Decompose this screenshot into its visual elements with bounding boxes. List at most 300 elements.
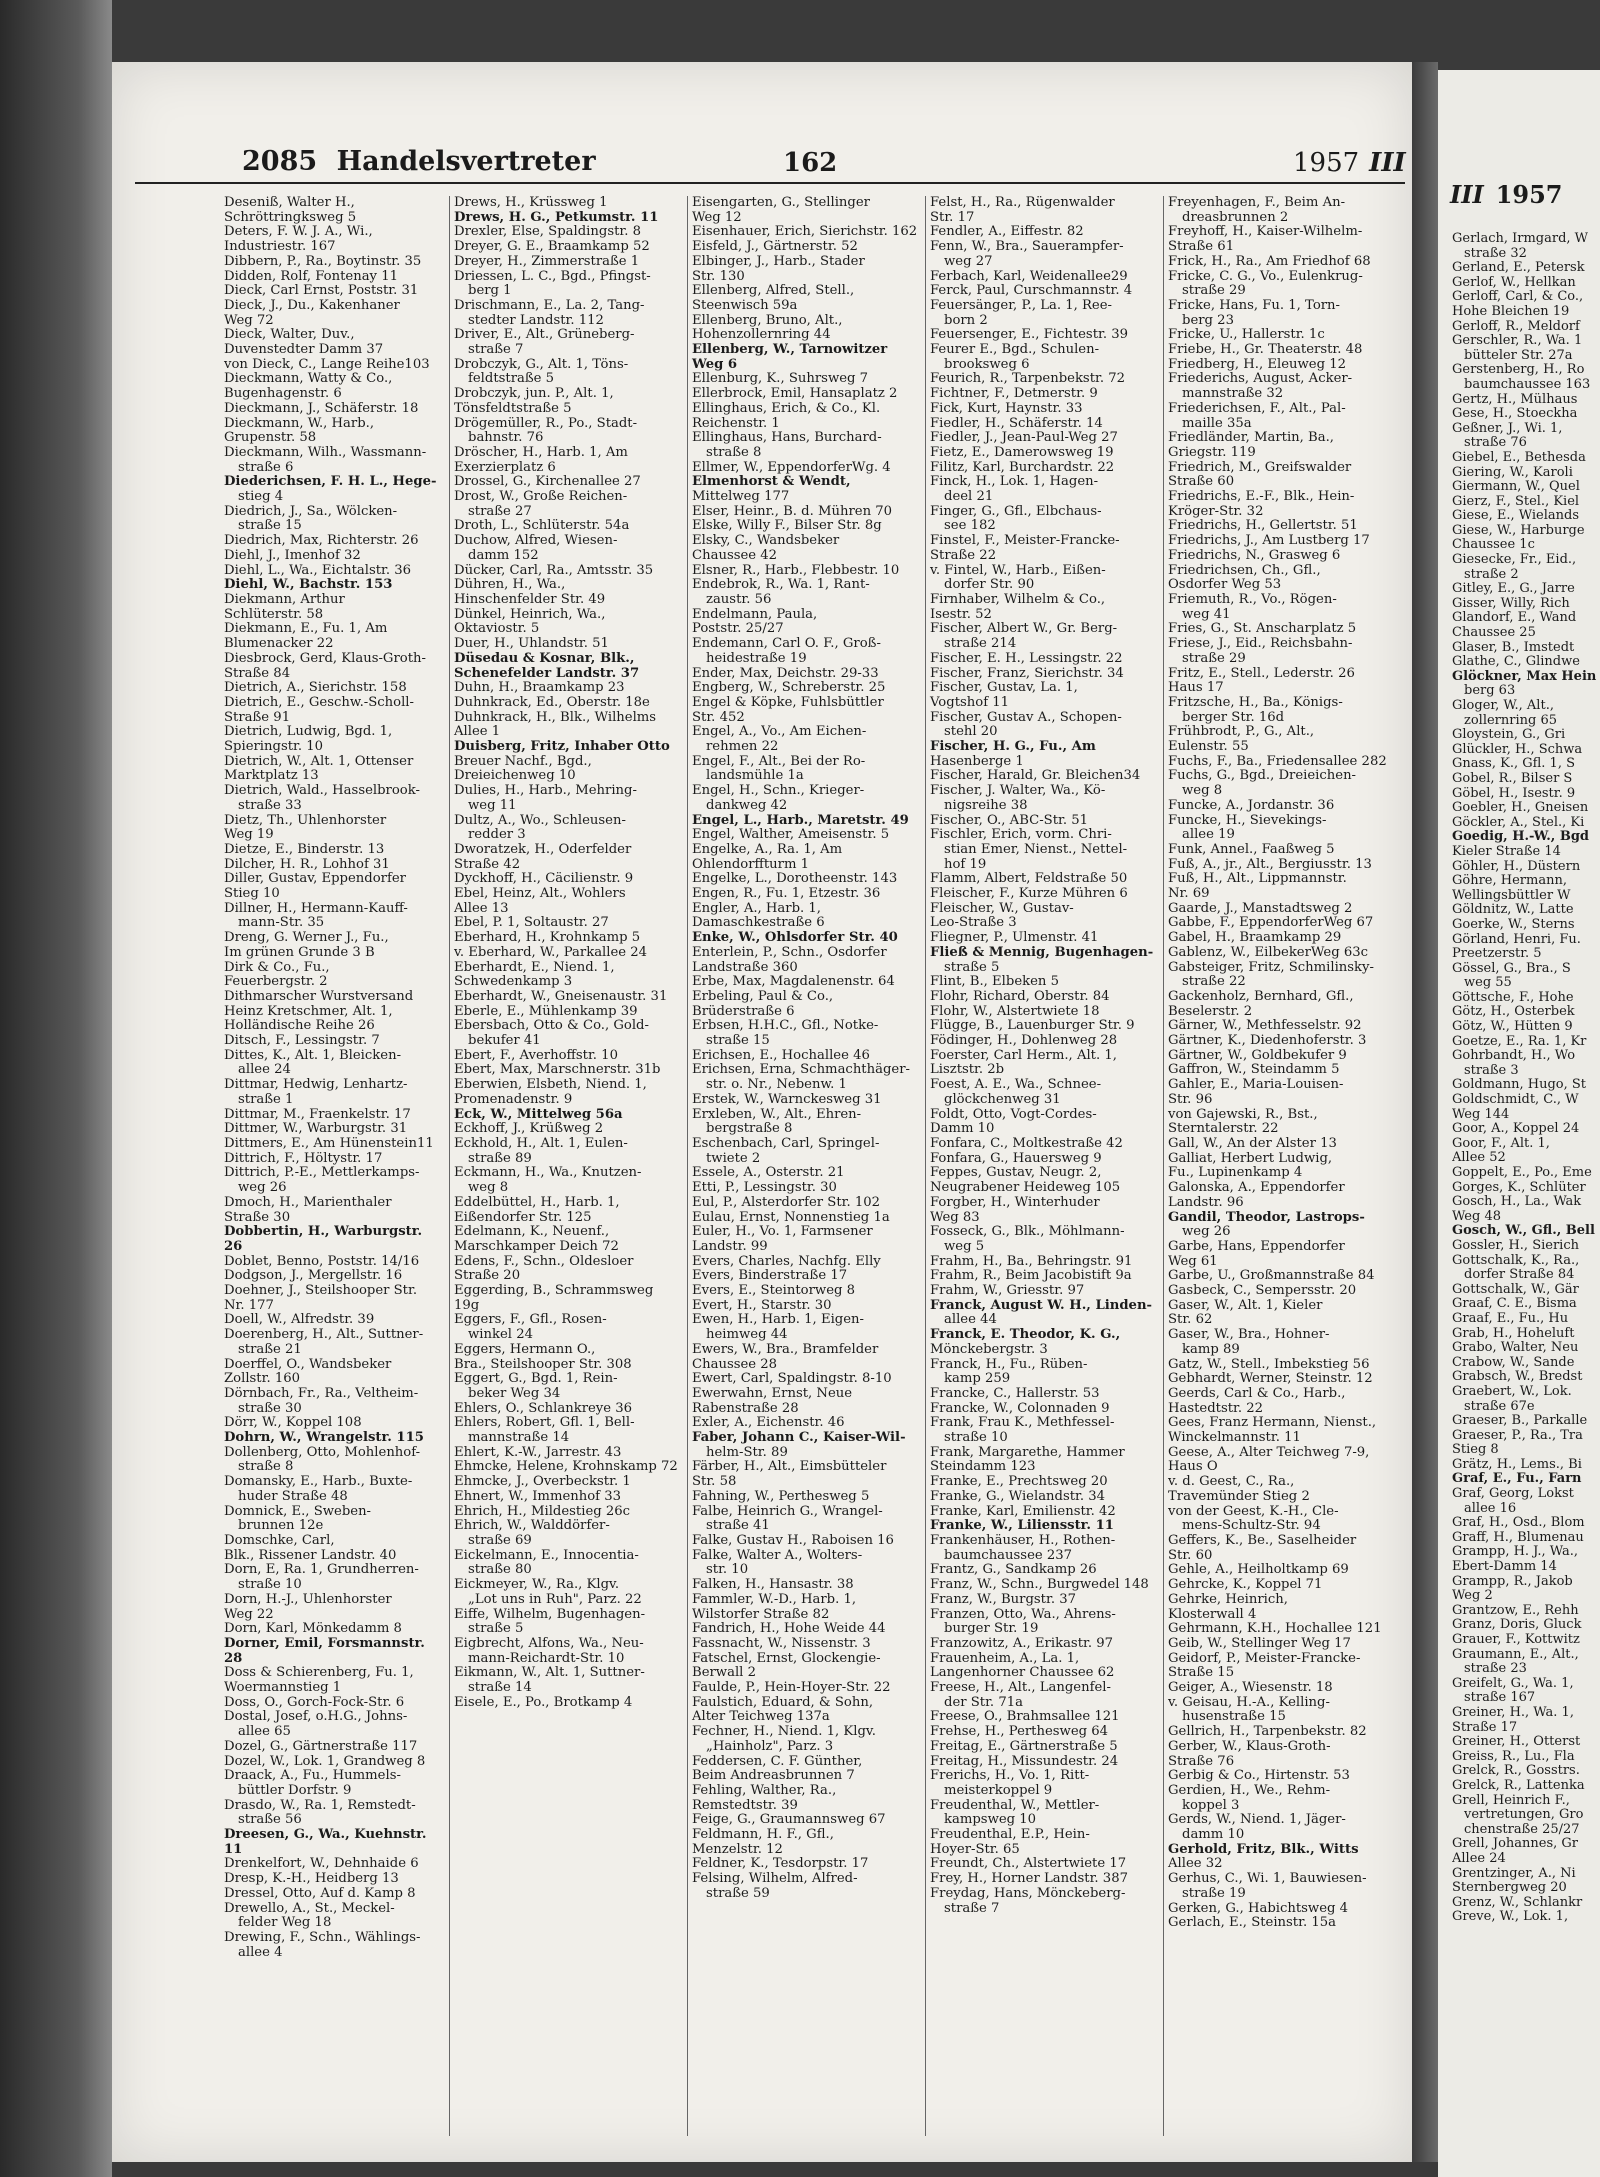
scan-backdrop	[0, 0, 112, 2177]
directory-entry: Eberhard, H., Krohnkamp 5	[454, 930, 641, 946]
directory-entry: straße 23	[1464, 1661, 1527, 1677]
directory-entry: Giebel, E., Bethesda	[1452, 449, 1586, 465]
directory-entry: Gohrbandt, H., Wo	[1452, 1048, 1576, 1064]
directory-entry: Dorn, Karl, Mönkedamm 8	[224, 1621, 402, 1637]
directory-entry: Dittmer, W., Warburgstr. 31	[224, 1121, 408, 1137]
directory-entry: Gaser, W., Bra., Hohner-	[1168, 1327, 1330, 1343]
directory-entry: Gabel, H., Braamkamp 29	[1168, 930, 1342, 946]
directory-entry: Sterntalerstr. 22	[1168, 1121, 1279, 1137]
directory-entry: Tönsfeldtstraße 5	[454, 400, 572, 416]
directory-entry: Foerster, Carl Herm., Alt. 1,	[930, 1047, 1117, 1063]
directory-entry: kamp 89	[1182, 1341, 1240, 1357]
directory-entry: Goebler, H., Gneisen	[1452, 800, 1589, 816]
directory-entry: Dorn, H.-J., Uhlenhorster	[224, 1591, 392, 1607]
directory-entry: Leo-Straße 3	[930, 915, 1017, 931]
directory-entry: Frahm, W., Griesstr. 97	[930, 1283, 1085, 1299]
directory-entry: Fischler, Erich, vorm. Chri-	[930, 827, 1112, 843]
directory-entry: Drenkelfort, W., Dehnhaide 6	[224, 1856, 419, 1872]
directory-entry: mann-Str. 35	[238, 915, 325, 931]
directory-entry: Greiss, R., Lu., Fla	[1452, 1748, 1575, 1764]
directory-entry: weg 26	[238, 1180, 287, 1196]
directory-entry: Fatschel, Ernst, Glockengie-	[692, 1650, 881, 1666]
directory-entry: Grenz, W., Schlankr	[1452, 1894, 1583, 1910]
directory-entry: Frankenhäuser, H., Rothen-	[930, 1532, 1116, 1548]
directory-entry: Dühren, H., Wa.,	[454, 577, 566, 593]
directory-entry: Goppelt, E., Po., Eme	[1452, 1165, 1592, 1180]
directory-entry: Freundt, Ch., Alstertwiete 17	[930, 1856, 1127, 1872]
directory-entry: straße 89	[468, 1150, 532, 1166]
directory-entry: straße 2	[1464, 566, 1519, 582]
directory-entry: Reichenstr. 1	[692, 415, 780, 431]
directory-entry: straße 29	[1182, 283, 1246, 299]
directory-entry: Doerffel, O., Wandsbeker	[224, 1356, 392, 1372]
directory-entry: Dreng, G. Werner J., Fu.,	[224, 930, 389, 946]
directory-entry: Eberwien, Elsbeth, Niend. 1,	[454, 1077, 647, 1093]
directory-entry: Falke, Gustav H., Raboisen 16	[692, 1532, 894, 1548]
directory-entry: Ender, Max, Deichstr. 29-33	[692, 665, 879, 681]
directory-entry: Menzelstr. 12	[692, 1841, 783, 1857]
directory-entry: Dröscher, H., Harb. 1, Am	[454, 444, 628, 460]
directory-entry: Fammler, W.-D., Harb. 1,	[692, 1591, 857, 1607]
directory-entry: Evers, Binderstraße 17	[692, 1268, 848, 1284]
directory-entry: Diedrich, Max, Richterstr. 26	[224, 533, 419, 549]
directory-entry: v. Geisau, H.-A., Kelling-	[1168, 1694, 1330, 1710]
facing-page-header	[1450, 180, 1562, 209]
directory-entry: Allee 1	[454, 724, 501, 740]
directory-entry: Ditsch, F., Lessingstr. 7	[224, 1033, 380, 1049]
directory-entry: Hinschenfelder Str. 49	[454, 591, 606, 607]
directory-entry: Allee 32	[1168, 1856, 1223, 1872]
directory-entry: Wellingsbüttler W	[1452, 887, 1571, 903]
directory-entry: Goor, A., Koppel 24	[1452, 1121, 1580, 1137]
directory-entry: str. o. Nr., Nebenw. 1	[706, 1077, 847, 1093]
directory-entry: Franzowitz, A., Erikastr. 97	[930, 1635, 1114, 1651]
directory-entry: deel 21	[944, 489, 994, 505]
directory-entry: Gitley, E., G., Jarre	[1452, 581, 1575, 597]
directory-entry: Ellinghaus, Hans, Burchard-	[692, 430, 882, 446]
directory-entry: Driver, E., Alt., Grüneberg-	[454, 327, 635, 343]
directory-entry: Ehmcke, J., Overbeckstr. 1	[454, 1474, 631, 1490]
directory-entry: Greiner, H., Wa. 1,	[1452, 1704, 1574, 1720]
directory-entry: Friedrichs, E.-F., Blk., Hein-	[1168, 489, 1355, 505]
directory-entry: Gees, Franz Hermann, Nienst.,	[1168, 1415, 1377, 1431]
directory-entry: Drewello, A., St., Meckel-	[224, 1900, 395, 1916]
directory-entry: Grampp, R., Jakob	[1452, 1573, 1573, 1589]
directory-entry: Dreyer, H., Zimmerstraße 1	[454, 253, 640, 269]
directory-entry: v. Eberhard, W., Parkallee 24	[454, 944, 648, 960]
directory-entry: Ebert, Max, Marschnerstr. 31b	[454, 1062, 661, 1078]
directory-entry: straße 8	[238, 1459, 294, 1475]
directory-entry: weg 55	[1464, 975, 1512, 991]
directory-entry: Dittmar, Hedwig, Lenhartz-	[224, 1077, 408, 1093]
directory-entry: redder 3	[468, 827, 526, 843]
directory-entry: Francke, C., Hallerstr. 53	[930, 1385, 1100, 1401]
directory-entry: Fahning, W., Perthesweg 5	[692, 1488, 870, 1504]
directory-entry: Goldschmidt, C., W	[1452, 1092, 1579, 1108]
directory-entry: Fischer, E. H., Lessingstr. 22	[930, 650, 1123, 666]
directory-entry: Grabo, Walter, Neu	[1452, 1340, 1579, 1356]
directory-entry: Fischer, Gustav A., Schopen-	[930, 709, 1122, 725]
directory-entry: Eberhardt, E., Niend. 1,	[454, 959, 615, 975]
directory-entry: Drasdo, W., Ra. 1, Remstedt-	[224, 1797, 416, 1813]
directory-entry: Dittrich, F., Höltystr. 17	[224, 1150, 383, 1166]
directory-entry: Driessen, L. C., Bgd., Pfingst-	[454, 268, 651, 284]
directory-entry: Ehrich, H., Mildestieg 26c	[454, 1503, 631, 1519]
directory-entry: Gisser, Willy, Rich	[1452, 595, 1570, 611]
directory-entry: Dithmarscher Wurstversand	[224, 988, 414, 1004]
directory-entry: Stieg 8	[1452, 1442, 1499, 1458]
directory-entry: landsmühle 1a	[706, 768, 804, 784]
directory-entry: Gerhus, C., Wi. 1, Bauwiesen-	[1168, 1871, 1367, 1887]
directory-entry: Gerschler, R., Wa. 1	[1452, 333, 1583, 349]
directory-entry: Travemünder Stieg 2	[1168, 1488, 1310, 1504]
directory-entry: Engen, R., Fu. 1, Etzestr. 36	[692, 886, 881, 902]
directory-entry: feldtstraße 5	[468, 371, 555, 387]
directory-entry: Evers, Charles, Nachfg. Elly	[692, 1253, 881, 1269]
directory-entry: Fricke, C. G., Vo., Eulenkrug-	[1168, 268, 1363, 284]
directory-entry: dankweg 42	[706, 797, 788, 813]
directory-entry: Edelmann, K., Neuenf.,	[454, 1224, 610, 1240]
directory-entry: Drost, W., Große Reichen-	[454, 489, 628, 505]
directory-entry: Crabow, W., Sande	[1452, 1354, 1575, 1370]
directory-entry: Feuersänger, P., La. 1, Ree-	[930, 297, 1112, 313]
directory-entry: Fricke, Hans, Fu. 1, Torn-	[1168, 297, 1341, 313]
directory-entry: Grentzinger, A., Ni	[1452, 1865, 1576, 1881]
directory-entry: Granz, Doris, Gluck	[1452, 1617, 1582, 1633]
directory-entry: Dieckmann, Watty & Co.,	[224, 371, 393, 387]
directory-entry: „Hainholz", Parz. 3	[706, 1738, 834, 1754]
directory-entry: Engel, H., Schn., Krieger-	[692, 783, 865, 799]
directory-entry: Flohr, W., Alstertwiete 18	[930, 1003, 1100, 1019]
directory-entry: Franke, W., Liliensstr. 11	[930, 1518, 1114, 1534]
directory-entry: Fuß, A., jr., Alt., Bergiusstr. 13	[1168, 856, 1372, 872]
directory-entry: baumchaussee 163	[1464, 376, 1591, 392]
directory-entry: Goedig, H.-W., Bgd	[1452, 829, 1590, 845]
directory-entry: meisterkoppel 9	[944, 1782, 1053, 1798]
directory-entry: damm 10	[1182, 1827, 1245, 1843]
directory-entry: Dobbertin, H., Warburgstr. 26	[224, 1224, 423, 1254]
directory-entry: Erichsen, E., Hochallee 46	[692, 1047, 870, 1063]
directory-entry: Domnick, E., Sweben-	[224, 1503, 372, 1519]
directory-entry: Ohlendorffturm 1	[692, 856, 810, 872]
directory-entry: Dietrich, W., Alt. 1, Ottenser	[224, 753, 414, 769]
directory-entry: Franck, August W. H., Linden-	[930, 1297, 1153, 1313]
directory-entry: Ehlers, O., Schlankreye 36	[454, 1400, 633, 1416]
directory-entry: Gehrke, Heinrich,	[1168, 1591, 1288, 1607]
directory-entry: Gebhardt, Werner, Steinstr. 12	[1168, 1371, 1373, 1387]
directory-entry: Dostal, Josef, o.H.G., Johns-	[224, 1709, 408, 1725]
directory-entry: Fischer, Gustav, La. 1,	[930, 680, 1078, 696]
directory-entry: straße 41	[706, 1518, 770, 1534]
directory-entry: Weg 12	[692, 209, 742, 225]
directory-entry: Dilcher, H. R., Lohhof 31	[224, 856, 390, 872]
directory-entry: Dieckmann, Wilh., Wassmann-	[224, 444, 427, 460]
directory-entry: Str. 452	[692, 709, 745, 725]
directory-entry: Fiedler, H., Schäferstr. 14	[930, 415, 1103, 431]
directory-entry: straße 167	[1464, 1690, 1536, 1706]
directory-entry: Chaussee 25	[1452, 625, 1536, 641]
directory-entry: Dieckmann, W., Harb.,	[224, 415, 375, 431]
directory-entry: Friedrich, M., Greifswalder	[1168, 459, 1352, 475]
directory-entry: Eckhold, H., Alt. 1, Eulen-	[454, 1136, 628, 1151]
directory-entry: Frey, H., Horner Landstr. 387	[930, 1871, 1128, 1887]
directory-entry: Dworatzek, H., Oderfelder	[454, 841, 632, 857]
directory-entry: Dörr, W., Koppel 108	[224, 1415, 362, 1431]
directory-entry: Gerloff, Carl, & Co.,	[1452, 289, 1584, 305]
directory-entry: Dirk & Co., Fu.,	[224, 959, 330, 975]
directory-entry: Friedrichsen, Ch., Gfl.,	[1168, 562, 1321, 578]
directory-entry: bekufer 41	[468, 1033, 541, 1049]
facing-page-column	[1452, 232, 1600, 2132]
directory-entry: Chaussee 42	[692, 547, 778, 563]
directory-entry: Freudenthal, W., Mettler-	[930, 1797, 1100, 1813]
directory-entry: Graf, E., Fu., Farn	[1452, 1471, 1582, 1487]
directory-entry: kamp 259	[944, 1371, 1011, 1387]
directory-entry: nigsreihe 38	[944, 797, 1028, 813]
directory-entry: Faber, Johann C., Kaiser-Wil-	[692, 1430, 906, 1446]
directory-entry: Steenwisch 59a	[692, 297, 798, 313]
directory-entry: Fendler, A., Eiffestr. 82	[930, 224, 1084, 240]
directory-entry: Gerloff, R., Meldorf	[1452, 318, 1580, 334]
directory-entry: Franke, Karl, Emilienstr. 42	[930, 1503, 1116, 1519]
directory-entry: weg 41	[1182, 606, 1231, 622]
directory-entry: Gerland, E., Petersk	[1452, 260, 1585, 276]
directory-entry: Gandil, Theodor, Lastrops-	[1168, 1209, 1365, 1225]
directory-entry: Galonska, A., Eppendorfer	[1168, 1180, 1345, 1196]
directory-entry: Str. 62	[1168, 1312, 1213, 1328]
directory-entry: Eisengarten, G., Stellinger	[692, 196, 870, 210]
directory-entry: Domschke, Carl,	[224, 1532, 335, 1548]
directory-entry: Enterlein, P., Schn., Osdorfer	[692, 944, 887, 960]
directory-entry: huder Straße 48	[238, 1488, 348, 1504]
directory-entry: Frank, Frau K., Methfessel-	[930, 1415, 1115, 1431]
directory-entry: Bra., Steilshooper Str. 308	[454, 1356, 632, 1372]
directory-entry: Elmenhorst & Wendt,	[692, 474, 851, 490]
directory-entry: Gnass, K., Gfl. 1, S	[1452, 756, 1575, 772]
directory-entry: Blk., Rissener Landstr. 40	[224, 1547, 397, 1563]
directory-entry: Geidorf, P., Meister-Francke-	[1168, 1650, 1361, 1666]
directory-entry: Faulstich, Eduard, & Sohn,	[692, 1694, 874, 1710]
directory-entry: Dietz, Th., Uhlenhorster	[224, 812, 387, 828]
directory-entry: Galliat, Herbert Ludwig,	[1168, 1150, 1333, 1166]
directory-entry: Mittelweg 177	[692, 489, 790, 505]
directory-entry: Flügge, B., Lauenburger Str. 9	[930, 1018, 1135, 1034]
section-name: Handelsvertreter	[336, 146, 596, 177]
directory-entry: Fuchs, F., Ba., Friedensallee 282	[1168, 753, 1387, 769]
directory-entry: mannstraße 14	[468, 1430, 570, 1446]
directory-entry: Dietze, E., Binderstr. 13	[224, 841, 385, 857]
directory-entry: Fu., Lupinenkamp 4	[1168, 1165, 1303, 1181]
directory-entry: Engel & Köpke, Fuhlsbüttler	[692, 694, 884, 710]
directory-entry: Straße 30	[224, 1209, 291, 1225]
directory-entry: Fischer, Albert W., Gr. Berg-	[930, 621, 1118, 637]
directory-entry: Eggers, Hermann O.,	[454, 1341, 596, 1357]
page-number: 2085	[242, 146, 318, 177]
directory-entry: Weg 61	[1168, 1253, 1218, 1269]
directory-entry: Frick, H., Ra., Am Friedhof 68	[1168, 253, 1371, 269]
directory-entry: Flint, B., Elbeken 5	[930, 974, 1059, 990]
directory-entry: weg 5	[944, 1238, 985, 1254]
directory-entry: Gabsteiger, Fritz, Schmilinsky-	[1168, 959, 1374, 975]
column-1	[220, 196, 450, 2136]
directory-entry: straße 33	[238, 797, 302, 813]
directory-entry: straße 1	[238, 1091, 294, 1107]
directory-entry: Essele, A., Osterstr. 21	[692, 1165, 845, 1181]
directory-entry: Ellenberg, W., Tarnowitzer	[692, 342, 888, 358]
directory-entry: Endelmann, Paula,	[692, 606, 818, 622]
directory-entry: Gierz, F., Stel., Kiel	[1452, 493, 1580, 509]
directory-entry: twiete 2	[706, 1150, 761, 1166]
directory-entry: Fleischer, W., Gustav-	[930, 900, 1074, 916]
directory-entry: straße 6	[238, 459, 294, 475]
directory-entry: Grab, H., Hoheluft	[1452, 1325, 1575, 1341]
directory-entry: Dittes, K., Alt. 1, Bleicken-	[224, 1047, 402, 1063]
directory-entry: Breuer Nachf., Bgd.,	[454, 753, 592, 769]
directory-entry: Finstel, F., Meister-Francke-	[930, 533, 1120, 549]
directory-entry: Gese, H., Stoeckha	[1452, 406, 1578, 422]
directory-entry: Vogtshof 11	[930, 694, 1010, 710]
directory-entry: Hoyer-Str. 65	[930, 1841, 1020, 1857]
directory-entry: straße 59	[706, 1885, 770, 1901]
directory-entry: chenstraße 25/27	[1464, 1821, 1580, 1837]
directory-entry: weg 8	[1182, 783, 1223, 799]
directory-entry: Frank, Margarethe, Hammer	[930, 1444, 1125, 1460]
directory-entry: Drischmann, E., La. 2, Tang-	[454, 297, 645, 313]
directory-entry: Ellenberg, Alfred, Stell.,	[692, 283, 855, 299]
directory-entry: Götz, W., Hütten 9	[1452, 1019, 1573, 1035]
facing-volume: III	[1450, 180, 1484, 209]
directory-entry: mannstraße 32	[1182, 386, 1284, 402]
directory-entry: Freese, O., Brahmsallee 121	[930, 1709, 1120, 1725]
directory-entry: Grantzow, E., Rehh	[1452, 1602, 1579, 1618]
directory-entry: Dietrich, Ludwig, Bgd. 1,	[224, 724, 393, 740]
directory-entry: Engberg, W., Schreberstr. 25	[692, 680, 886, 696]
directory-entry: heidestraße 19	[706, 650, 807, 666]
directory-entry: Francke, W., Colonnaden 9	[930, 1400, 1110, 1416]
directory-entry: Dreyer, G. E., Braamkamp 52	[454, 239, 650, 255]
directory-entry: Allee 13	[454, 900, 509, 916]
page-gutter	[1412, 62, 1438, 2162]
directory-entry: Falken, H., Hansastr. 38	[692, 1577, 854, 1593]
directory-entry: Drews, H. G., Petkumstr. 11	[454, 209, 659, 225]
directory-entry: Ellenburg, K., Suhrsweg 7	[692, 371, 869, 387]
directory-entry: Woermannstieg 1	[224, 1680, 342, 1696]
directory-entry: Gall, W., An der Alster 13	[1168, 1136, 1337, 1151]
directory-entry: Gossler, H., Sierich	[1452, 1237, 1579, 1253]
directory-entry: heimweg 44	[706, 1327, 788, 1343]
directory-entry: Gahler, E., Maria-Louisen-	[1168, 1077, 1344, 1093]
directory-entry: „Lot uns in Ruh", Parz. 22	[468, 1591, 642, 1607]
directory-entry: Diehl, W., Bachstr. 153	[224, 577, 393, 593]
directory-entry: Frantz, G., Sandkamp 26	[930, 1562, 1097, 1578]
directory-entry: Fosseck, G., Blk., Möhlmann-	[930, 1224, 1125, 1240]
directory-entry: Falke, Walter A., Wolters-	[692, 1547, 863, 1563]
directory-entry: Ewert, Carl, Spaldingstr. 8-10	[692, 1371, 892, 1387]
directory-entry: Grätz, H., Lems., Bi	[1452, 1456, 1582, 1472]
directory-entry: Brüderstraße 6	[692, 1003, 795, 1019]
directory-entry: Blumenacker 22	[224, 636, 334, 652]
directory-entry: Erichsen, Erna, Schmachthäger-	[692, 1062, 910, 1078]
directory-entry: Garbe, Hans, Eppendorfer	[1168, 1238, 1345, 1254]
directory-entry: Wilstorfer Straße 82	[692, 1606, 830, 1622]
directory-entry: Goldmann, Hugo, St	[1452, 1077, 1587, 1093]
directory-entry: Göttsche, F., Hohe	[1452, 989, 1574, 1005]
directory-entry: Frehse, H., Perthesweg 64	[930, 1724, 1109, 1740]
volume: III	[1369, 148, 1406, 178]
directory-entry: Fechner, H., Niend. 1, Klgv.	[692, 1724, 876, 1740]
directory-entry: Göhre, Hermann,	[1452, 873, 1567, 889]
directory-entry: Duer, H., Uhlandstr. 51	[454, 636, 609, 652]
column-2	[450, 196, 688, 2136]
directory-entry: Glandorf, E., Wand	[1452, 610, 1577, 626]
directory-entry: straße 7	[468, 342, 524, 358]
column-4	[926, 196, 1164, 2136]
directory-entry: Spieringstr. 10	[224, 739, 324, 755]
directory-entry: Ehlers, Robert, Gfl. 1, Bell-	[454, 1415, 635, 1431]
directory-entry: Geerds, Carl & Co., Harb.,	[1168, 1385, 1346, 1401]
directory-entry: straße 3	[1464, 1062, 1519, 1078]
directory-entry: Giering, W., Karoli	[1452, 464, 1573, 480]
directory-entry: weg 11	[468, 797, 517, 813]
directory-entry: allee 65	[238, 1724, 291, 1740]
directory-entry: mens-Schultz-Str. 94	[1182, 1518, 1321, 1534]
directory-entry: Giesecke, Fr., Eid.,	[1452, 552, 1577, 568]
directory-entry: Drobczyk, jun. P., Alt. 1,	[454, 386, 614, 402]
directory-entry: Fiedler, J., Jean-Paul-Weg 27	[930, 430, 1118, 446]
directory-entry: Zollstr. 160	[224, 1371, 301, 1387]
directory-entry: Giermann, W., Quel	[1452, 479, 1580, 495]
directory-entry: Gärtner, K., Diedenhoferstr. 3	[1168, 1033, 1367, 1049]
directory-entry: Mönckebergstr. 3	[930, 1341, 1048, 1357]
directory-entry: Freyhoff, H., Kaiser-Wilhelm-	[1168, 224, 1363, 240]
directory-entry: Graf, Georg, Lokst	[1452, 1486, 1574, 1502]
directory-entry: Sternbergweg 20	[1452, 1880, 1567, 1896]
directory-entry: Drews, H., Krüssweg 1	[454, 196, 608, 210]
directory-entry: Doss & Schierenberg, Fu. 1,	[224, 1665, 414, 1681]
directory-entry: rehmen 22	[706, 739, 779, 755]
directory-entry: Fonfara, C., Moltkestraße 42	[930, 1136, 1123, 1151]
directory-entry: Freese, H., Alt., Langenfel-	[930, 1680, 1111, 1696]
directory-entry: stian Emer, Nienst., Nettel-	[944, 841, 1128, 857]
directory-entry: Domansky, E., Harb., Buxte-	[224, 1474, 413, 1490]
directory-entry: allee 4	[238, 1944, 283, 1960]
directory-entry: Elsner, R., Harb., Flebbestr. 10	[692, 562, 900, 578]
directory-entry: Rabenstraße 28	[692, 1400, 799, 1416]
directory-entry: allee 24	[238, 1062, 291, 1078]
directory-entry: Fischer, Harald, Gr. Bleichen34	[930, 768, 1141, 784]
directory-entry: straße 5	[944, 959, 1000, 975]
directory-entry: Dressel, Otto, Auf d. Kamp 8	[224, 1885, 416, 1901]
directory-entry: Draack, A., Fu., Hummels-	[224, 1768, 401, 1784]
directory-entry: Färber, H., Alt., Eimsbütteler	[692, 1459, 887, 1475]
directory-entry: Diehl, L., Wa., Eichtalstr. 36	[224, 562, 412, 578]
directory-entry: Hasenberge 1	[930, 753, 1024, 769]
directory-entry: Straße 61	[1168, 239, 1235, 255]
directory-entry: Greifelt, G., Wa. 1,	[1452, 1675, 1574, 1691]
directory-entry: Elske, Willy F., Bilser Str. 8g	[692, 518, 882, 534]
directory-entry: Neugrabener Heideweg 105	[930, 1180, 1121, 1196]
directory-entry: Landstraße 360	[692, 959, 798, 975]
directory-entry: Ellerbrock, Emil, Hansaplatz 2	[692, 386, 898, 402]
directory-entry: Alter Teichweg 137a	[692, 1709, 830, 1725]
directory-entry: Diller, Gustav, Eppendorfer	[224, 871, 406, 887]
directory-entry: straße 30	[238, 1400, 302, 1416]
directory-entry: Fischer, Franz, Sierichstr. 34	[930, 665, 1124, 681]
directory-entry: Straße 42	[454, 856, 521, 872]
directory-entry: koppel 3	[1182, 1797, 1240, 1813]
directory-entry: straße 56	[238, 1812, 302, 1828]
directory-entry: Franke, E., Prechtsweg 20	[930, 1474, 1108, 1490]
